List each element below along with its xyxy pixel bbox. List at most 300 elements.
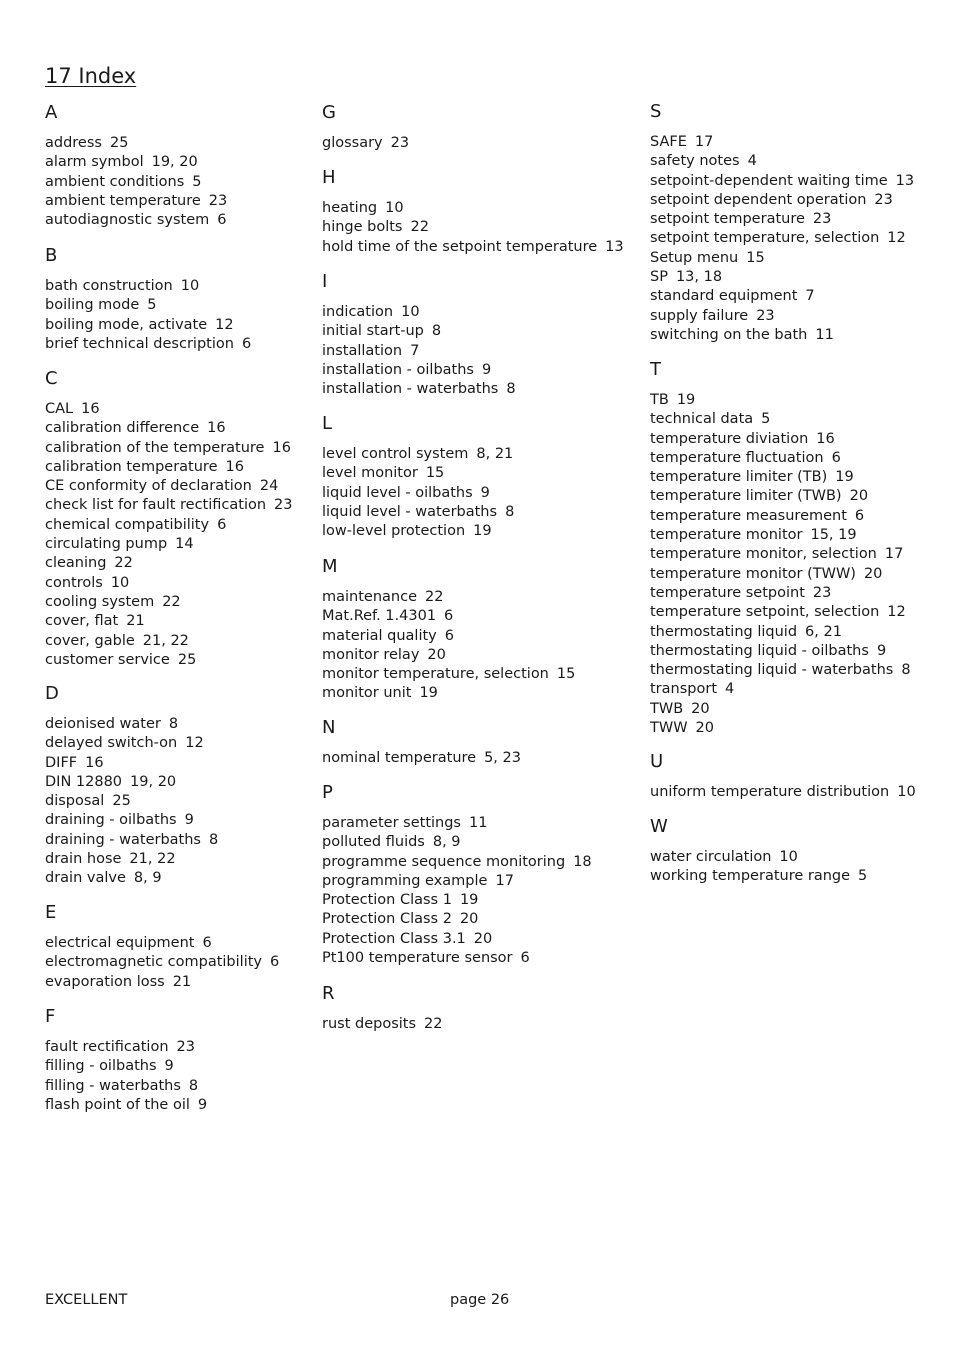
index-page-ref: 5, 23 (484, 750, 521, 766)
index-entry (322, 503, 642, 522)
index-term: cooling system (45, 593, 155, 610)
index-entry (650, 642, 950, 661)
index-page-ref: 22 (425, 589, 444, 605)
index-page-ref: 16 (816, 430, 835, 447)
index-entry (322, 303, 642, 322)
index-entry (45, 632, 315, 651)
index-entry (45, 296, 315, 315)
index-term: Protection Class 2 (322, 911, 452, 928)
index-page-ref: 5 (147, 297, 157, 314)
index-section-l (322, 413, 642, 541)
index-term: cover, gable (45, 632, 135, 649)
index-page-ref: 23 (874, 191, 893, 208)
index-term: temperature diviation (650, 430, 809, 447)
index-term: temperature monitor (TWW) (650, 565, 856, 582)
index-term: working temperature range (650, 868, 851, 885)
index-term: rust deposits (322, 1016, 417, 1032)
index-term: TWW (650, 720, 688, 737)
index-entry (322, 445, 642, 464)
index-entry (322, 627, 642, 646)
index-term: nominal temperature (322, 750, 477, 766)
index-term: cover, flat (45, 613, 119, 630)
index-term: initial start-up (322, 323, 424, 340)
index-section-r (322, 983, 642, 1034)
index-term: boiling mode (45, 297, 140, 314)
index-entry (45, 934, 315, 953)
section-letter: I (322, 271, 328, 292)
index-page-ref: 15 (425, 465, 445, 482)
index-entry (650, 867, 950, 886)
section-letter: R (322, 983, 335, 1004)
page-title: 17 Index (45, 64, 137, 88)
index-term: liquid level - oilbaths (322, 484, 473, 501)
index-term: delayed switch-on (45, 735, 178, 752)
index-page-ref: 6 (202, 935, 212, 951)
index-page-ref: 6 (831, 449, 841, 466)
index-term: DIN 12880 (45, 773, 123, 790)
index-page-ref: 6 (444, 608, 454, 625)
index-page-ref: 21 (172, 973, 192, 990)
index-page-ref: 17 (694, 134, 714, 150)
index-term: circulating pump (45, 536, 168, 553)
index-entry (45, 953, 315, 972)
index-entry (45, 439, 315, 458)
index-page-ref: 23 (756, 307, 775, 324)
index-entry (650, 210, 950, 229)
index-term: material quality (322, 627, 437, 644)
index-term: Pt100 temperature sensor (322, 950, 513, 967)
index-entry-list (322, 1015, 642, 1034)
index-page-ref: 23 (390, 135, 410, 151)
index-entry (322, 342, 642, 361)
index-entry (45, 1096, 315, 1115)
index-entry (45, 516, 315, 535)
section-letter: N (322, 717, 336, 738)
index-page-ref: 23 (812, 211, 832, 228)
index-entry (322, 522, 642, 541)
index-entry (45, 773, 315, 792)
index-page-ref: 19 (676, 392, 696, 408)
section-letter: U (650, 751, 664, 772)
index-entry (322, 749, 642, 768)
section-letter: G (322, 102, 336, 123)
index-term: standard equipment (650, 288, 798, 305)
index-page-ref: 6 (217, 212, 227, 229)
footer-product-name: EXCELLENT (45, 1292, 128, 1308)
index-term: setpoint dependent operation (650, 191, 867, 208)
index-section-d (45, 683, 315, 889)
index-entry (45, 400, 315, 419)
index-term: address (45, 135, 102, 151)
index-page-ref: 20 (473, 930, 493, 947)
index-term: temperature monitor, selection (650, 546, 877, 563)
index-term: SP (650, 269, 668, 286)
section-letter: L (322, 413, 333, 434)
index-page-ref: 20 (863, 565, 883, 582)
index-section-e (45, 902, 315, 992)
index-term: brief technical description (45, 335, 234, 352)
index-page-ref: 17 (884, 546, 904, 563)
index-term: level monitor (322, 465, 418, 482)
index-term: cleaning (45, 555, 107, 572)
index-term: TB (650, 392, 669, 408)
index-page-ref: 13 (605, 238, 624, 255)
index-entry (45, 811, 315, 830)
index-term: water circulation (650, 849, 772, 865)
index-page-ref: 12 (887, 230, 906, 247)
index-term: low-level protection (322, 523, 466, 540)
index-term: calibration difference (45, 420, 200, 437)
index-term: filling - oilbaths (45, 1058, 157, 1075)
footer-page-number: page 26 (450, 1292, 510, 1308)
index-term: CE conformity of declaration (45, 478, 252, 495)
index-term: calibration of the temperature (45, 439, 265, 456)
index-entry (322, 322, 642, 341)
index-section-s (650, 101, 950, 345)
index-term: uniform temperature distribution (650, 784, 890, 800)
index-page-ref: 20 (459, 911, 479, 928)
index-page-ref: 9 (876, 642, 887, 659)
index-entry (45, 477, 315, 496)
index-term: level control system (322, 446, 469, 462)
index-entry (650, 268, 950, 287)
index-term: boiling mode, activate (45, 316, 208, 333)
index-term: transport (650, 681, 717, 698)
index-entry-list (650, 783, 950, 802)
index-entry (322, 607, 642, 626)
index-entry (45, 496, 315, 515)
index-page-ref: 9 (197, 1096, 208, 1113)
index-page-ref: 6 (217, 516, 227, 533)
index-entry (650, 133, 950, 152)
index-term: installation - oilbaths (322, 361, 474, 378)
index-entry (650, 391, 950, 410)
index-entry-list (322, 445, 642, 541)
index-page-ref: 12 (215, 316, 234, 333)
index-term: calibration temperature (45, 458, 218, 475)
index-page-ref: 7 (410, 342, 420, 359)
index-page-ref: 9 (164, 1058, 174, 1075)
index-page-ref: 16 (225, 458, 244, 475)
index-entry (45, 1057, 315, 1076)
index-entry (322, 910, 642, 929)
index-entry (322, 218, 642, 237)
index-entry (45, 458, 315, 477)
index-page-ref: 19, 20 (130, 773, 177, 790)
index-entry (322, 872, 642, 891)
index-entry (45, 715, 315, 734)
index-page-ref: 13 (895, 172, 915, 189)
index-page-ref: 5 (192, 173, 202, 190)
index-page-ref: 20 (849, 488, 869, 505)
index-page-ref: 5 (761, 411, 771, 428)
index-term: customer service (45, 651, 170, 668)
index-entry (45, 419, 315, 438)
index-entry (322, 891, 642, 910)
index-term: parameter settings (322, 815, 461, 831)
index-entry (322, 361, 642, 380)
index-term: flash point of the oil (45, 1096, 190, 1113)
index-term: Protection Class 1 (322, 892, 452, 909)
index-term: evaporation loss (45, 973, 165, 990)
index-page-ref: 19 (419, 685, 438, 702)
index-page-ref: 8 (505, 503, 515, 520)
index-page-ref: 22 (424, 1016, 443, 1032)
index-entry (45, 869, 315, 888)
index-term: alarm symbol (45, 154, 144, 171)
index-entry (322, 833, 642, 852)
index-section-g (322, 102, 642, 153)
index-term: setpoint temperature, selection (650, 230, 880, 247)
index-entry (650, 719, 950, 738)
index-page-ref: 10 (401, 304, 420, 320)
index-entry-list (45, 715, 315, 889)
index-entry (322, 684, 642, 703)
index-term: deionised water (45, 716, 161, 732)
index-term: Protection Class 3.1 (322, 930, 466, 947)
index-page-ref: 8 (901, 662, 911, 679)
index-term: fault rectification (45, 1039, 169, 1055)
index-entry (650, 603, 950, 622)
index-page-ref: 6 (241, 335, 252, 352)
index-entry (650, 410, 950, 429)
index-entry-list (322, 199, 642, 257)
index-entry (45, 850, 315, 869)
index-term: setpoint temperature (650, 211, 805, 228)
index-entry-list (45, 400, 315, 670)
index-term: controls (45, 574, 103, 591)
index-section-h (322, 167, 642, 257)
index-section-a (45, 102, 315, 230)
index-entry (45, 792, 315, 811)
index-term: drain hose (45, 851, 122, 868)
index-entry-list (45, 134, 315, 230)
index-entry (322, 853, 642, 872)
index-term: temperature fluctuation (650, 449, 824, 466)
index-entry (650, 507, 950, 526)
index-entry-list (322, 814, 642, 968)
index-term: installation - waterbaths (322, 381, 499, 398)
index-page-ref: 9 (184, 812, 194, 829)
index-entry (45, 335, 315, 354)
index-term: polluted fluids (322, 834, 425, 851)
index-entry (650, 584, 950, 603)
index-page-ref: 10 (779, 849, 798, 865)
index-entry (650, 545, 950, 564)
index-page-ref: 23 (274, 497, 293, 514)
index-entry (45, 1038, 315, 1057)
index-entry (45, 554, 315, 573)
section-letter: D (45, 683, 59, 704)
index-term: thermostating liquid - oilbaths (650, 642, 869, 659)
index-term: DIFF (45, 754, 78, 771)
index-page-ref: 22 (162, 593, 181, 610)
index-term: disposal (45, 793, 105, 810)
index-page-ref: 10 (385, 200, 404, 216)
index-entry (650, 487, 950, 506)
section-letter: E (45, 902, 57, 923)
index-term: installation (322, 342, 403, 359)
index-section-w (650, 816, 950, 887)
index-term: switching on the bath (650, 326, 808, 343)
section-letter: C (45, 368, 58, 389)
index-entry (322, 646, 642, 665)
index-term: monitor relay (322, 646, 420, 663)
index-entry (322, 1015, 642, 1034)
index-page-ref: 20 (427, 646, 446, 663)
index-page-ref: 19 (835, 469, 854, 486)
index-entry (650, 326, 950, 345)
index-term: ambient conditions (45, 173, 185, 190)
index-entry (45, 1077, 315, 1096)
index-section-p (322, 782, 642, 968)
index-entry (322, 238, 642, 257)
index-entry (45, 173, 315, 192)
index-page-ref: 15 (746, 249, 765, 266)
index-page-ref: 8, 9 (133, 870, 162, 887)
index-term: filling - waterbaths (45, 1077, 181, 1094)
index-entry-list (322, 588, 642, 704)
index-entry (650, 700, 950, 719)
index-page-ref: 25 (177, 651, 197, 668)
index-term: bath construction (45, 278, 173, 294)
index-page-ref: 8 (188, 1077, 199, 1094)
index-page-ref: 22 (114, 555, 133, 572)
index-entry-list (45, 277, 315, 354)
index-page-ref: 4 (725, 681, 735, 698)
index-section-u (650, 751, 950, 802)
index-entry (650, 565, 950, 584)
index-term: CAL (45, 401, 74, 417)
index-term: temperature limiter (TWB) (650, 488, 842, 505)
index-entry (45, 535, 315, 554)
section-letter: M (322, 556, 338, 577)
index-page-ref: 19 (459, 892, 479, 909)
index-term: hinge bolts (322, 219, 403, 236)
index-entry (650, 229, 950, 248)
index-term: technical data (650, 411, 754, 428)
index-page-ref: 24 (259, 478, 279, 495)
index-entry (650, 249, 950, 268)
index-page-ref: 16 (272, 439, 291, 456)
index-page-ref: 20 (695, 720, 714, 737)
index-page-ref: 15, 19 (810, 527, 857, 544)
index-page-ref: 15 (556, 666, 576, 683)
index-page-ref: 8 (506, 381, 516, 398)
index-term: heating (322, 200, 378, 216)
index-term: drain valve (45, 870, 126, 887)
index-page-ref: 6 (520, 950, 530, 967)
index-entry (322, 484, 642, 503)
index-page-ref: 21 (126, 613, 145, 630)
index-term: check list for fault rectification (45, 497, 267, 514)
index-entry (45, 316, 315, 335)
index-term: indication (322, 304, 394, 320)
index-term: electromagnetic compatibility (45, 954, 262, 971)
index-page-ref: 16 (85, 754, 104, 771)
index-page-ref: 10 (110, 574, 130, 591)
index-page-ref: 11 (468, 815, 488, 831)
index-section-c (45, 368, 315, 670)
index-page-ref: 7 (805, 288, 815, 305)
index-entry (45, 612, 315, 631)
index-page-ref: 21, 22 (142, 632, 189, 649)
index-section-b (45, 245, 315, 354)
index-page-ref: 16 (207, 420, 226, 437)
index-page-ref: 23 (176, 1039, 195, 1055)
index-entry (650, 287, 950, 306)
index-entry-list (650, 848, 950, 887)
index-term: safety notes (650, 153, 740, 170)
index-entry-list (650, 133, 950, 345)
index-entry (45, 192, 315, 211)
index-term: TWB (650, 700, 684, 717)
index-section-f (45, 1006, 315, 1115)
index-term: Mat.Ref. 1.4301 (322, 608, 437, 625)
index-entry (650, 661, 950, 680)
index-section-n (322, 717, 642, 768)
index-page-ref: 6 (270, 954, 280, 971)
index-term: autodiagnostic system (45, 212, 210, 229)
index-page-ref: 25 (112, 793, 131, 810)
index-term: temperature monitor (650, 527, 803, 544)
index-term: maintenance (322, 589, 417, 605)
index-page-ref: 8 (431, 323, 442, 340)
index-entry-list (45, 934, 315, 992)
index-entry (322, 665, 642, 684)
index-entry (322, 949, 642, 968)
index-page-ref: 9 (480, 484, 490, 501)
index-page-ref: 23 (208, 192, 228, 209)
index-entry (650, 307, 950, 326)
index-entry (45, 153, 315, 172)
index-term: programming example (322, 872, 488, 889)
index-entry-list (322, 134, 642, 153)
index-term: thermostating liquid - waterbaths (650, 662, 894, 679)
index-entry-list (650, 391, 950, 738)
index-term: programme sequence monitoring (322, 853, 566, 870)
index-term: chemical compatibility (45, 516, 210, 533)
index-entry (650, 680, 950, 699)
index-entry (650, 430, 950, 449)
index-entry (45, 831, 315, 850)
index-page-ref: 6 (854, 507, 865, 524)
index-entry (322, 134, 642, 153)
index-entry-list (45, 1038, 315, 1115)
section-letter: B (45, 245, 58, 266)
index-entry (45, 211, 315, 230)
index-entry-list (322, 749, 642, 768)
index-page-ref: 19, 20 (151, 154, 198, 171)
index-page-ref: 16 (81, 401, 100, 417)
index-term: SAFE (650, 134, 687, 150)
index-entry (45, 973, 315, 992)
index-term: draining - waterbaths (45, 831, 201, 848)
index-entry (650, 191, 950, 210)
index-page-ref: 10 (897, 784, 916, 800)
index-page-ref: 9 (481, 361, 492, 378)
index-entry (650, 152, 950, 171)
index-page-ref: 8, 9 (432, 834, 461, 851)
index-entry (45, 277, 315, 296)
index-term: draining - oilbaths (45, 812, 177, 829)
index-term: monitor unit (322, 685, 412, 702)
index-entry (650, 449, 950, 468)
index-page-ref: 17 (495, 872, 514, 889)
index-page-ref: 21, 22 (129, 851, 176, 868)
section-letter: T (650, 359, 661, 380)
index-page-ref: 8 (208, 831, 219, 848)
